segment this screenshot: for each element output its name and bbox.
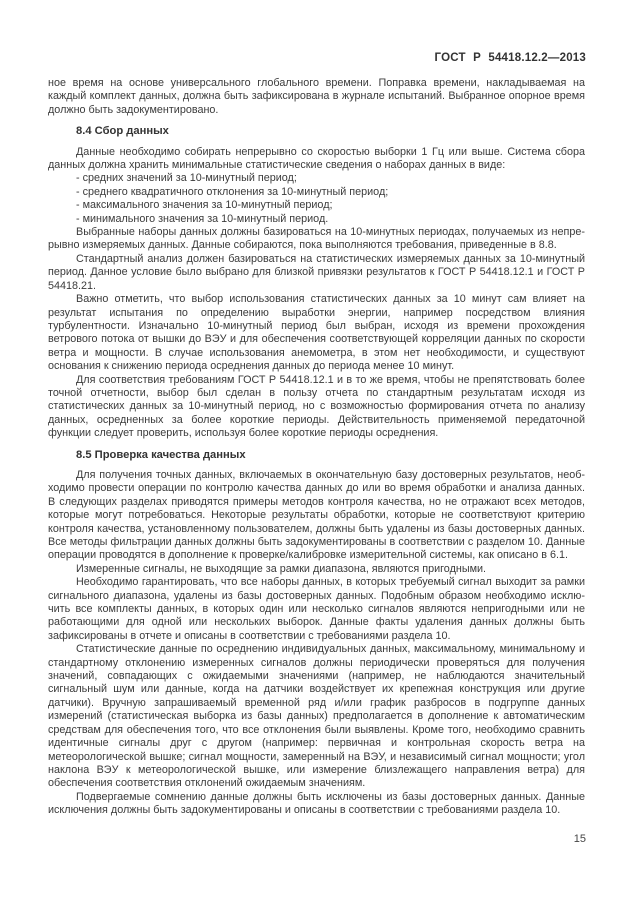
list-item-standard-deviation: - среднего квадратичного отклонения за 10-минутный период; [76,185,389,198]
paragraph-standard-analysis: Стандартный анализ должен базироваться на статистических измеряемых данных за 10-минутный период. Данное условие было выбрано для близкой привязки результатов к ГОСТ Р 54418.12.1 и ГОСТ Р 54418.21. [48,252,585,292]
paragraph-data-collection-intro: Данные необходимо собирать непрерывно со скоростью выборки 1 Гц или выше. Система сбора данных должна хранить минимальные статистические сведения о наборах данных в виде: [48,145,585,172]
paragraph-questionable-data-exclusion: Подвергаемые сомнению данные должны быть исключены из базы достоверных данных. Данные исключения должны быть задокументированы и описаны в соответствии с требованиями раздела 10. [48,790,585,817]
paragraph-statistical-checks: Статистические данные по осреднению индивидуальных данных, максимальному, минимальному и стандартному отклонению измеренных сигналов должны периодически проверяться для получения значений, совпадающих с ожидаемыми значениями (например, не наблюдаются значительный сигнальный шум или данные, когда на датчики воздействует их крепежная конструкция или другие датчики). Вручную запрашиваемый временной ряд и/или график разбросов в подгруппе данных измерений (статистическая выборка из базы данных) предполагается в дополнение к автоматическим средствам для обеспечения того, что все отклонения были выявлены. Кроме того, необходимо сравнить идентичные сигналы друг с другом (например: первичная и контрольная скорость ветра на метеорологической вышке; сигнал мощности, замеренный на ВЭУ, и независимый сигнал мощности; угол наклона ВЭУ к метеорологической вышке, или измерение близлежащего направления ветра) для обеспечения соответствия отклонений ожидаемым значениям. [48,643,585,790]
paragraph-quality-control-intro: Для получения точных данных, включаемых в окончательную базу достоверных результатов, необходимо провести операции по контролю качества данных до или во время обработки и анализа данных. В следующих разделах приводятся примеры методов контроля качества, но не отражают всех методов, которые могут потребоваться. Некоторые результаты обработки, которые не соответствуют критерию контроля качества, установленному пользователем, должны быть удалены из базы достоверных данных. Все методы фильтрации данных должны быть задокументированы в соответствии с разделом 10. Данные операции проводятся в дополнение к проверке/калибровке измерительной системы, как описано в 6.1. [48,468,585,562]
section-8-5-heading: 8.5 Проверка качества данных [76,448,246,461]
page-number: 15 [573,833,586,845]
paragraph-out-of-range-removal: Необходимо гарантировать, что все наборы данных, в которых требуемый сигнал выходит за рамки сигнального диапазона, удалены из базы достоверных данных. Подобным образом необходимо исключить все комплекты данных, в которых один или несколько сигналов являются непригодными или не работающими для одной или нескольких выборок. Данные факты удаления данных должны быть зафиксированы в отчете и описаны в соответствии с требованиями раздела 10. [48,576,585,642]
list-item-mean-values: - средних значений за 10-минутный период; [76,172,297,185]
paragraph-ten-minute-choice: Важно отметить, что выбор использования статистических данных за 10 минут сам влияет на результат испытания по определению выработки энергии, например посредством влияния турбулентности. Изначально 10-минутный период был выбран, исходя из времени прохождения ветрового потока от вышки до ВЭУ и для обеспечения соответствующей корреляции данных по скорости ветра и мощности. В случае использования анемометра, в этом нет необходимости, и существуют основания к снижению периода осреднения данных до периода менее 10 минут. [48,293,585,373]
paragraph-valid-signals: Измеренные сигналы, не выходящие за рамки диапазона, являются пригодными. [76,562,487,575]
document-body [48,77,585,818]
document-code-header: ГОСТ Р 54418.12.2—2013 [434,52,586,64]
list-item-minimum-value: - минимального значения за 10-минутный период. [76,212,329,225]
paragraph-compliance-reporting: Для соответствия требованиям ГОСТ Р 54418.12.1 и в то же время, чтобы не препятствовать более точной отчетности, выбор был сделан в пользу отчета по стандартным результатам исходя из статистических данных за 10-минутный период, но с возможностью формирования отчета по анализу данных, осредненных за более короткие периоды. Действительность применяемой передаточной функции следует проверить, используя более короткие периоды осреднения. [48,373,585,440]
paragraph-selected-datasets: Выбранные наборы данных должны базироваться на 10-минутных периодах, получаемых из непрерывно измеряемых данных. Данные собираются, пока выполняются требования, приведенные в 8.8. [48,226,585,252]
section-8-4-heading: 8.4 Сбор данных [76,125,169,138]
list-item-maximum-value: - максимального значения за 10-минутный период; [76,199,333,212]
paragraph-intro-continuation: ное время на основе универсального глобального времени. Поправка времени, накладываемая на каждый комплект данных, должна быть зафиксирована в журнале испытаний. Выбранное опорное время должно быть задокументировано. [48,77,585,116]
